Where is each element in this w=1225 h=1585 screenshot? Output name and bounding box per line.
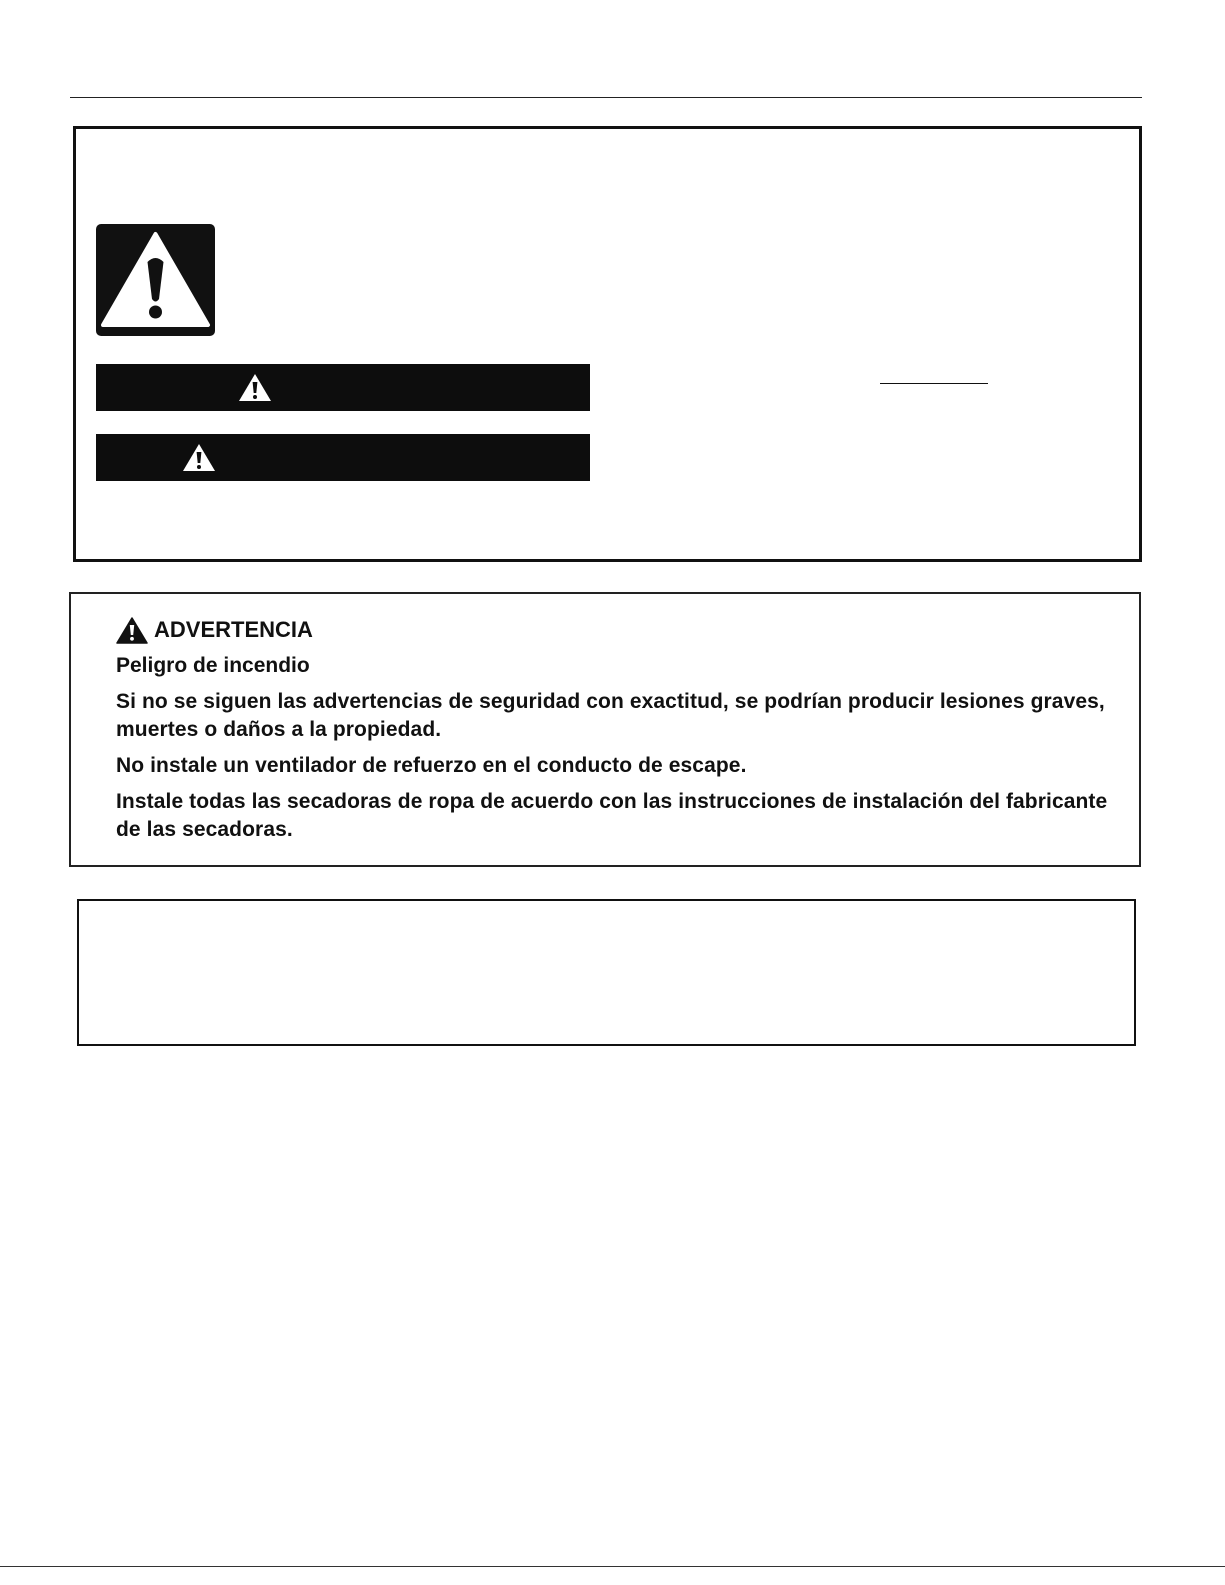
warning-triangle-icon — [116, 617, 148, 644]
empty-content-box — [77, 899, 1136, 1046]
warning-content — [116, 616, 1116, 844]
fire-hazard-warning-box — [69, 592, 1141, 867]
warning-heading — [116, 616, 1116, 644]
safety-information-box — [73, 126, 1142, 562]
warning-subtitle: Peligro de incendio — [116, 654, 310, 677]
header-rule — [70, 97, 1142, 98]
underline-mark — [880, 383, 988, 384]
danger-signal-bar — [96, 364, 590, 411]
warning-paragraph: No instale un ventilador de refuerzo en el conducto de escape. — [116, 754, 747, 777]
warning-paragraph: Si no se siguen las advertencias de seguridad con exactitud, se podrían producir lesiones graves, muertes o daños a la propiedad. — [116, 690, 1105, 741]
warning-triangle-icon — [238, 373, 272, 402]
safety-alert-symbol-icon — [96, 224, 215, 336]
warning-triangle-icon — [182, 443, 216, 472]
footer-rule — [0, 1566, 1225, 1567]
warning-heading-text: ADVERTENCIA — [154, 617, 313, 642]
warning-paragraph: Instale todas las secadoras de ropa de acuerdo con las instrucciones de instalación del fabricante de las secadoras. — [116, 790, 1108, 841]
warning-signal-bar — [96, 434, 590, 481]
